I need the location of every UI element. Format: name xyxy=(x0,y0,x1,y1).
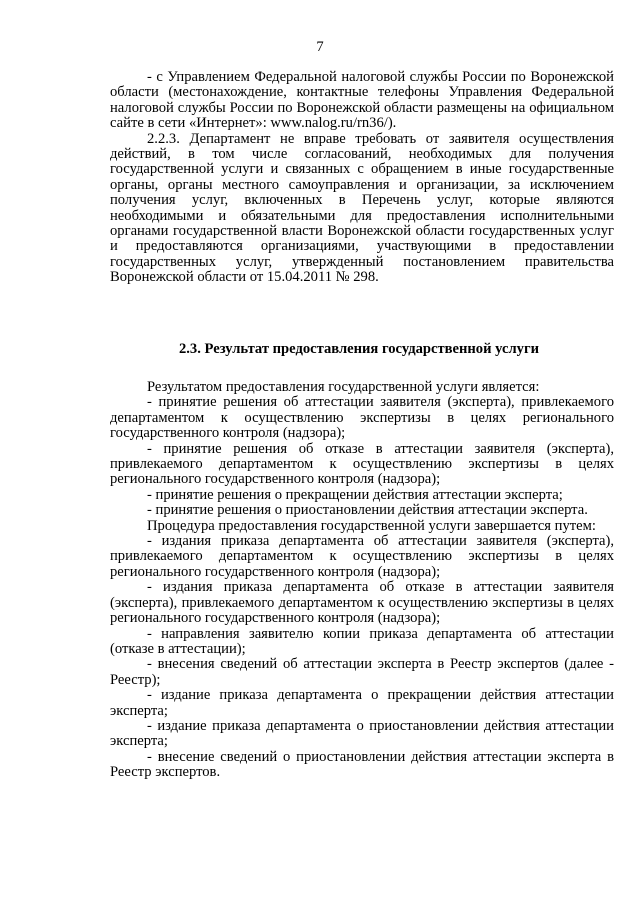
section-2-3-body xyxy=(110,380,614,781)
procedure-item-order-refusal: - издания приказа департамента об отказе в аттестации заявителя (эксперта), привлекаемого департаментом к осуществлению экспертизы в целях регионального государственного контроля (надзора); xyxy=(110,579,614,627)
procedure-item-order-attestation: - издания приказа департамента об аттестации заявителя (эксперта), привлекаемого департаментом к осуществлению экспертизы в целях регионального государственного контроля (надзора); xyxy=(110,533,614,580)
page-number: 7 xyxy=(316,39,324,55)
paragraph-tax-service: - с Управлением Федеральной налоговой службы России по Воронежской области (местонахождение, контактные телефоны Управления Федеральной налоговой службы России по Воронежской области размещены на официальном сайте в сети «Интернет»: www.nalog.ru/rn36/). xyxy=(110,69,614,132)
procedure-item-registry-entry: - внесения сведений об аттестации эксперта в Реестр экспертов (далее - Реестр); xyxy=(110,656,614,688)
procedure-item-registry-suspension: - внесение сведений о приостановлении действия аттестации эксперта в Реестр экспертов. xyxy=(110,748,614,781)
result-item-termination: - принятие решения о прекращении действия аттестации эксперта; xyxy=(147,486,563,503)
paragraph-2-2-3: 2.2.3. Департамент не вправе требовать от заявителя осуществления действий, в том числе согласований, необходимых для получения государственной услуги и связанных с обращением в иные государственные органы, органы местного самоуправления и организации, за исключением получения услуг, включенных в Перечень услуг, которые являются необходимыми и обязательными для предоставления исполнительными органами государственной власти Воронежской области государственных услуг и предоставляются организациями, участвующими в предоставлении государственных услуг, утвержденный постановлением правительства Воронежской области от 15.04.2011 № 298. xyxy=(110,130,614,286)
result-intro: Результатом предоставления государственной услуги является: xyxy=(147,379,540,395)
result-item-refusal: - принятие решения об отказе в аттестации заявителя (эксперта), привлекаемого департаментом к осуществлению экспертизы в целях регионального государственного контроля (надзора); xyxy=(110,440,614,488)
section-heading: 2.3. Результат предоставления государственной услуги xyxy=(178,341,540,357)
result-item-suspension: - принятие решения о приостановлении действия аттестации эксперта. xyxy=(147,502,588,519)
procedure-item-order-suspension: - издание приказа департамента о приостановлении действия аттестации эксперта; xyxy=(110,717,614,750)
procedure-item-order-termination: - издание приказа департамента о прекращении действия аттестации эксперта; xyxy=(110,687,614,719)
procedure-item-send-copy: - направления заявителю копии приказа департамента об аттестации (отказе в аттестации); xyxy=(110,625,614,657)
section-2-2-continuation xyxy=(110,70,614,286)
result-item-attestation: - принятие решения об аттестации заявителя (эксперта), привлекаемого департаментом к осуществлению экспертизы в целях регионального государственного контроля (надзора); xyxy=(110,394,614,442)
procedure-intro: Процедура предоставления государственной услуги завершается путем: xyxy=(147,517,596,534)
